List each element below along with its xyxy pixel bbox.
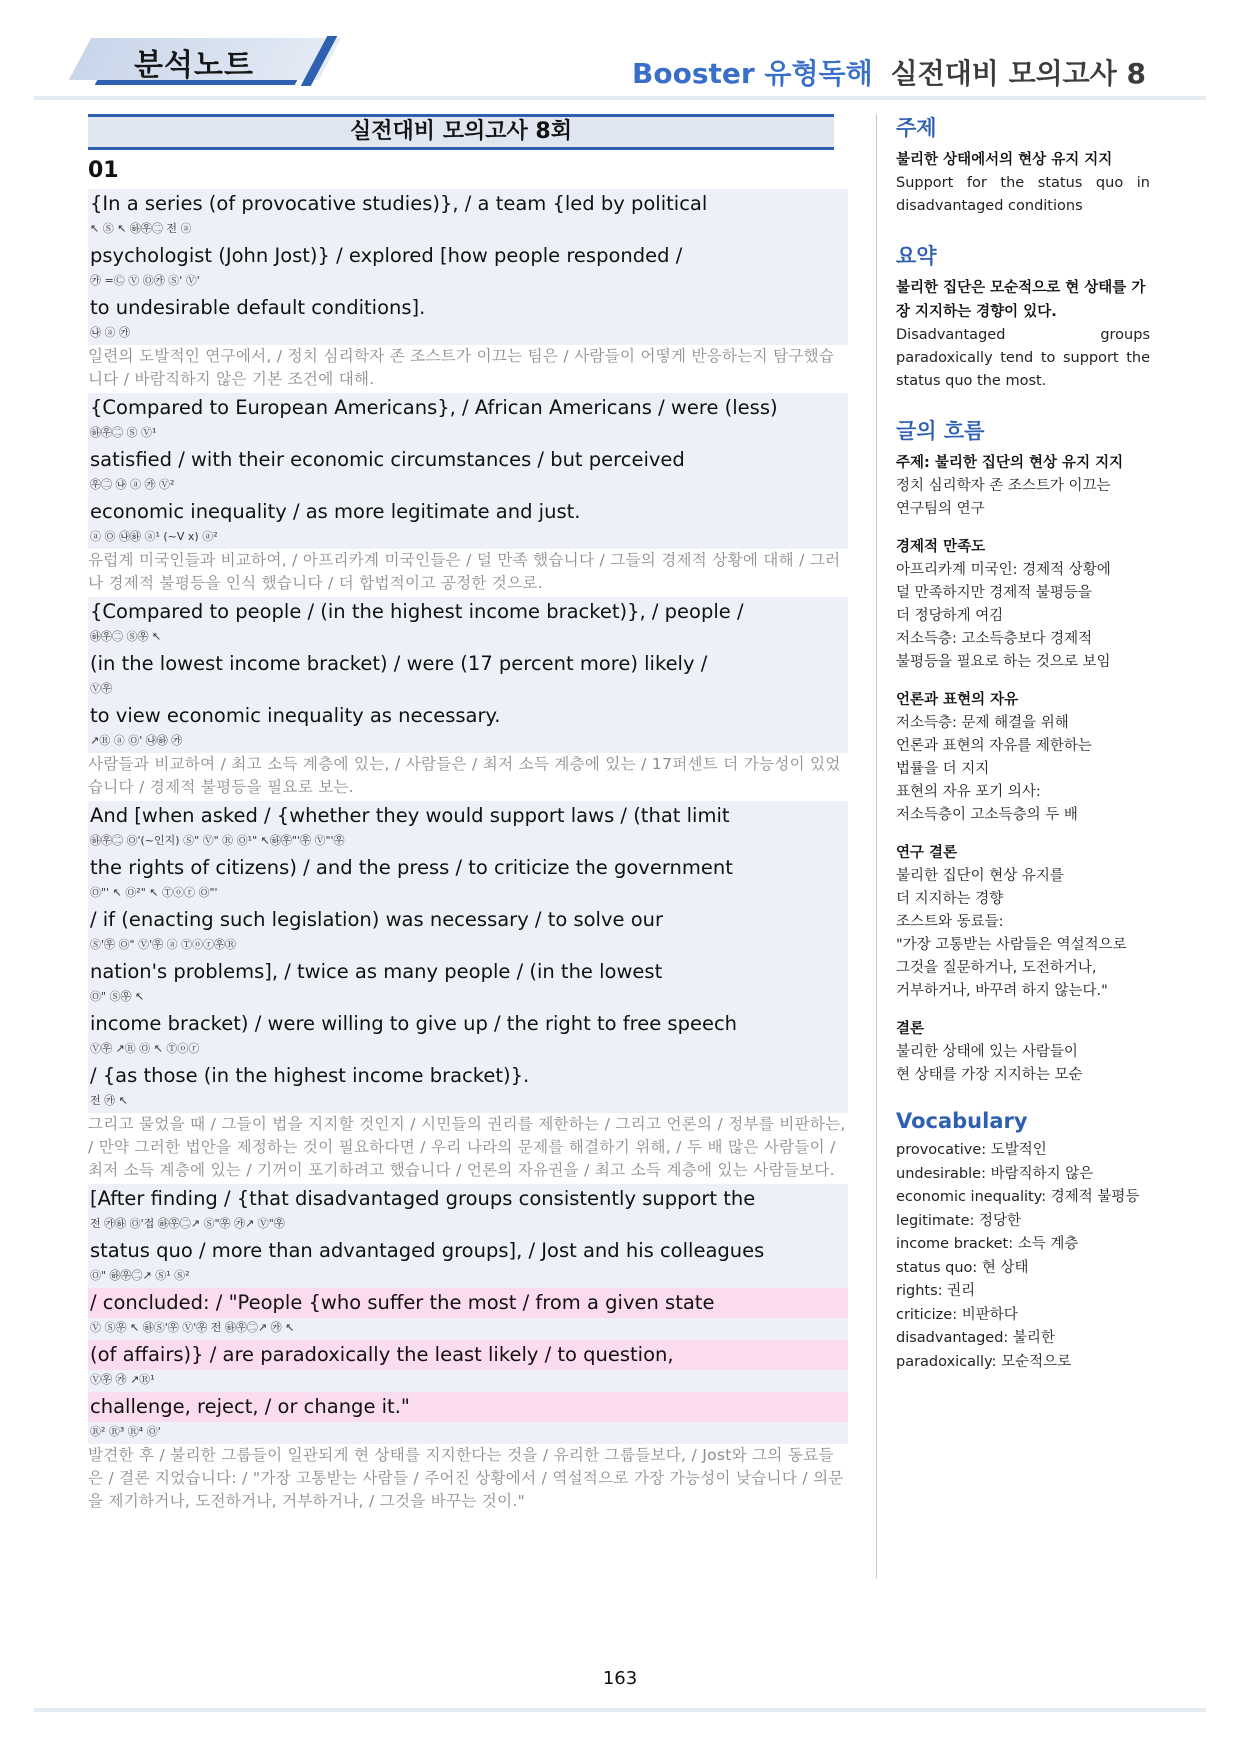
running-title-tail: 실전대비 모의고사 8 bbox=[890, 57, 1146, 90]
english-line: {Compared to European Americans}, / African Americans / were (less) bbox=[88, 393, 848, 423]
english-line: {In a series (of provocative studies)}, / a team {led by political bbox=[88, 189, 848, 219]
question-number: 01 bbox=[88, 158, 119, 183]
vocabulary-section bbox=[896, 1109, 1150, 1374]
sentence-block bbox=[88, 1184, 848, 1513]
topic-english: Support for the status quo in disadvantaged conditions bbox=[896, 175, 1150, 214]
summary-korean: 불리한 집단은 모순적으로 현 상태를 가장 지지하는 경향이 있다. bbox=[896, 280, 1146, 320]
flow-block-line: 정치 심리학자 존 조스트가 이끄는 bbox=[896, 478, 1111, 494]
topic-section bbox=[896, 112, 1150, 218]
flow-block-line: 저소득층: 고소득층보다 경제적 bbox=[896, 631, 1093, 647]
vocabulary-item: disadvantaged: 불리한 bbox=[896, 1330, 1055, 1346]
flow-block-line: 연구팀의 연구 bbox=[896, 501, 985, 517]
flow-block-line: 표현의 자유 포기 의사: bbox=[896, 784, 1041, 800]
flow-block bbox=[896, 1017, 1150, 1087]
english-line: status quo / more than advantaged groups], / Jost and his colleagues bbox=[88, 1236, 848, 1266]
flow-block-line: 저소득층이 고소득층의 두 배 bbox=[896, 807, 1078, 823]
korean-translation: 일련의 도발적인 연구에서, / 정치 심리학자 존 조스트가 이끄는 팀은 / 사람들이 어떻게 반응하는지 탐구했습니다 / 바람직하지 않은 기본 조건에 대해. bbox=[88, 347, 835, 388]
korean-translation: 사람들과 비교하여 / 최고 소득 계층에 있는, / 사람들은 / 최저 소득 계층에 있는 / 17퍼센트 더 가능성이 있었습니다 / 경제적 불평등을 필요로 보는. bbox=[88, 755, 841, 796]
flow-heading: 글의 흐름 bbox=[896, 419, 985, 443]
flow-blocks bbox=[896, 451, 1150, 1087]
flow-block-line: 아프리카계 미국인: 경제적 상황에 bbox=[896, 562, 1111, 578]
vocabulary-list bbox=[896, 1139, 1150, 1374]
grammar-marks: 전 ㉮ ↖ bbox=[88, 1091, 848, 1113]
header-badge-title: 분석노트 bbox=[134, 48, 254, 83]
grammar-marks: ㉻㉾㊁ Ⓞ'(~인지) Ⓢ" Ⓥ" Ⓡ Ⓞ¹" ↖㉻㉾"'㉾ Ⓥ"'㉾ bbox=[88, 831, 848, 853]
grammar-marks: ㉯ ⓐ ㉮ bbox=[88, 323, 848, 345]
sentence-block bbox=[88, 189, 848, 391]
flow-block-line: 저소득층: 문제 해결을 위해 bbox=[896, 715, 1069, 731]
grammar-marks: Ⓥ Ⓢ㉾ ↖ ㉻Ⓢ'㉾ Ⓥ'㉾ 전 ㉻㉾㊁↗ ㉮ ↖ bbox=[88, 1318, 848, 1340]
english-line: the rights of citizens) / and the press / to criticize the government bbox=[88, 853, 848, 883]
flow-block-line: 불리한 집단이 현상 유지를 bbox=[896, 868, 1064, 884]
flow-block bbox=[896, 451, 1150, 521]
flow-block-line: 덜 만족하지만 경제적 불평등을 bbox=[896, 585, 1092, 601]
english-line: satisfied / with their economic circumstances / but perceived bbox=[88, 445, 848, 475]
flow-section bbox=[896, 415, 1150, 1087]
english-line: (of affairs)} / are paradoxically the least likely / to question, bbox=[88, 1340, 848, 1370]
flow-block-line: 조스트와 동료들: bbox=[896, 914, 1004, 930]
grammar-marks: ㉾㊁ ㉯ ⓐ ㉮ Ⓥ² bbox=[88, 475, 848, 497]
korean-translation: 발견한 후 / 불리한 그룹들이 일관되게 현 상태를 지지한다는 것을 / 유리한 그룹들보다, / Jost와 그의 동료들은 / 결론 지었습니다: / "가장 고통받는 사람들 / 주어진 상황에서 / 역설적으로 가장 가능성이 낮습니다 / 의문을 제기하거나, 도전하거나, 거부하거나, / 그것을 바꾸는 것이." bbox=[88, 1446, 844, 1510]
grammar-marks: Ⓡ² Ⓡ³ Ⓡ⁴ Ⓞ' bbox=[88, 1422, 848, 1444]
grammar-marks: ㉻㉾㊁ Ⓢ Ⓥ¹ bbox=[88, 423, 848, 445]
english-line: income bracket) / were willing to give up / the right to free speech bbox=[88, 1009, 848, 1039]
running-title-brand: Booster 유형독해 bbox=[632, 57, 873, 90]
grammar-marks: Ⓞ" Ⓢ㉾ ↖ bbox=[88, 987, 848, 1009]
flow-block-line: "가장 고통받는 사람들은 역설적으로 bbox=[896, 937, 1127, 953]
flow-block-line: 더 정당하게 여김 bbox=[896, 608, 1004, 624]
grammar-marks: Ⓥ㉾ ↗Ⓡ Ⓞ ↖ Ⓣⓞⓡ bbox=[88, 1039, 848, 1061]
grammar-marks: ↗Ⓡ ⓐ Ⓞ' ㉯㉻ ㉮ bbox=[88, 731, 848, 753]
flow-block-title: 언론과 표현의 자유 bbox=[896, 692, 1019, 708]
vocabulary-item: undesirable: 바람직하지 않은 bbox=[896, 1165, 1094, 1182]
page-number: 163 bbox=[602, 1668, 638, 1689]
grammar-marks: ⓐ Ⓞ ㉯㉻ ⓐ¹ (~V x) ⓐ² bbox=[88, 527, 848, 549]
grammar-marks: Ⓥ㉾ ㉮ ↗Ⓡ¹ bbox=[88, 1370, 848, 1392]
english-line: nation's problems], / twice as many people / (in the lowest bbox=[88, 957, 848, 987]
vocabulary-item: provocative: 도발적인 bbox=[896, 1142, 1047, 1158]
english-line: / {as those (in the highest income bracket)}. bbox=[88, 1061, 848, 1091]
grammar-marks: ㉮ =Ⓒ Ⓥ Ⓞ㉮ Ⓢ' Ⓥ' bbox=[88, 271, 848, 293]
notes-column bbox=[896, 112, 1150, 1396]
passage-analysis-column bbox=[88, 114, 848, 1515]
sentence-block bbox=[88, 393, 848, 595]
grammar-marks: Ⓞ"' ↖ Ⓞ²" ↖ Ⓣⓞⓡ Ⓞ"' bbox=[88, 883, 848, 905]
summary-heading: 요약 bbox=[896, 244, 937, 268]
english-line: psychologist (John Jost)} / explored [how people responded / bbox=[88, 241, 848, 271]
flow-block-line: 법률을 더 지지 bbox=[896, 761, 990, 777]
flow-block bbox=[896, 841, 1150, 1003]
vocabulary-heading: Vocabulary bbox=[896, 1109, 1028, 1133]
sentence-block bbox=[88, 801, 848, 1182]
vocabulary-item: rights: 권리 bbox=[896, 1283, 976, 1299]
column-divider bbox=[876, 114, 877, 1578]
grammar-marks: Ⓥ㉾ bbox=[88, 679, 848, 701]
vocabulary-item: income bracket: 소득 계층 bbox=[896, 1236, 1079, 1252]
flow-block-title: 결론 bbox=[896, 1021, 925, 1037]
english-line: / if (enacting such legislation) was necessary / to solve our bbox=[88, 905, 848, 935]
english-line: / concluded: / "People {who suffer the most / from a given state bbox=[88, 1288, 848, 1318]
flow-block-line: 언론과 표현의 자유를 제한하는 bbox=[896, 738, 1092, 754]
sentence-list bbox=[88, 189, 848, 1513]
english-line: {Compared to people / (in the highest income bracket)}, / people / bbox=[88, 597, 848, 627]
header-rule bbox=[34, 96, 1206, 100]
flow-block-title: 주제: 불리한 집단의 현상 유지 지지 bbox=[896, 455, 1124, 471]
grammar-marks: ㉻㉾㊁ Ⓢ㉾ ↖ bbox=[88, 627, 848, 649]
english-line: challenge, reject, / or change it." bbox=[88, 1392, 848, 1422]
grammar-marks: Ⓢ'㉾ Ⓞ" Ⓥ'㉾ ⓐ Ⓣⓞⓡ㉾Ⓡ bbox=[88, 935, 848, 957]
english-line: to undesirable default conditions]. bbox=[88, 293, 848, 323]
flow-block-line: 불평등을 필요로 하는 것으로 보임 bbox=[896, 654, 1111, 670]
english-line: economic inequality / as more legitimate and just. bbox=[88, 497, 848, 527]
topic-heading: 주제 bbox=[896, 116, 937, 140]
grammar-marks: 전 ㉮㉻ Ⓞ'접 ㉻㉾㊁↗ Ⓢ"㉾ ㉮↗ Ⓥ"㉾ bbox=[88, 1214, 848, 1236]
summary-english: Disadvantaged groups paradoxically tend to support the status quo the most. bbox=[896, 327, 1150, 389]
english-line: [After finding / {that disadvantaged groups consistently support the bbox=[88, 1184, 848, 1214]
flow-block-line: 불리한 상태에 있는 사람들이 bbox=[896, 1044, 1078, 1060]
korean-translation: 유럽계 미국인들과 비교하여, / 아프리카계 미국인들은 / 덜 만족 했습니다 / 그들의 경제적 상황에 대해 / 그러나 경제적 불평등을 인식 했습니다 / 더 합법적이고 공정한 것으로. bbox=[88, 551, 841, 592]
english-line: And [when asked / {whether they would support laws / (that limit bbox=[88, 801, 848, 831]
korean-translation: 그리고 물었을 때 / 그들이 법을 지지할 것인지 / 시민들의 권리를 제한하는 / 그리고 언론의 / 정부를 비판하는, / 만약 그러한 법안을 제정하는 것이 필요하다면 / 우리 나라의 문제를 해결하기 위해, / 두 배 많은 사람들이 / 최저 소득 계층에 있는 / 기꺼이 포기하려고 했습니다 / 언론의 자유권을 / 최고 소득 계층에 있는 사람들보다. bbox=[88, 1115, 846, 1179]
sentence-block bbox=[88, 597, 848, 799]
running-title bbox=[632, 52, 1146, 92]
topic-korean: 불리한 상태에서의 현상 유지 지지 bbox=[896, 152, 1113, 168]
flow-block bbox=[896, 535, 1150, 674]
grammar-marks: ↖ Ⓢ ↖ ㉻㉾㊁ 전 ⓐ bbox=[88, 219, 848, 241]
flow-block-line: 현 상태를 가장 지지하는 모순 bbox=[896, 1067, 1083, 1083]
english-line: to view economic inequality as necessary. bbox=[88, 701, 848, 731]
flow-block-line: 그것을 질문하거나, 도전하거나, bbox=[896, 960, 1097, 976]
summary-section bbox=[896, 240, 1150, 393]
flow-block-title: 경제적 만족도 bbox=[896, 539, 986, 555]
grammar-marks: Ⓞ" ㉻㉾㊁↗ Ⓢ¹ Ⓢ² bbox=[88, 1266, 848, 1288]
test-title: 실전대비 모의고사 8회 bbox=[88, 114, 834, 150]
flow-block-line: 거부하거나, 바꾸려 하지 않는다." bbox=[896, 983, 1108, 999]
vocabulary-item: economic inequality: 경제적 불평등 bbox=[896, 1189, 1140, 1205]
footer-rule bbox=[34, 1708, 1206, 1712]
flow-block-title: 연구 결론 bbox=[896, 845, 958, 861]
vocabulary-item: status quo: 현 상태 bbox=[896, 1259, 1029, 1276]
vocabulary-item: legitimate: 정당한 bbox=[896, 1212, 1022, 1229]
flow-block bbox=[896, 688, 1150, 827]
vocabulary-item: paradoxically: 모순적으로 bbox=[896, 1353, 1072, 1370]
flow-block-line: 더 지지하는 경향 bbox=[896, 891, 1004, 907]
vocabulary-item: criticize: 비판하다 bbox=[896, 1306, 1018, 1323]
english-line: (in the lowest income bracket) / were (17 percent more) likely / bbox=[88, 649, 848, 679]
